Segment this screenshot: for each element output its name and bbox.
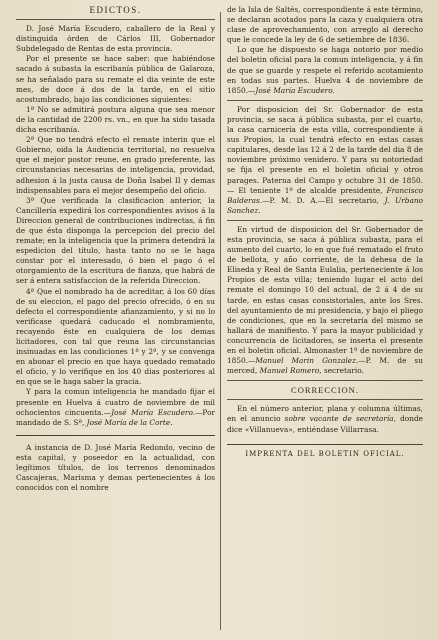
correccion-text-2: , donde dice «Villanueva», entiéndase Villarrasa. xyxy=(227,414,423,434)
edict-closing-text: Y para la comun inteligencia he mandado fijar el presente en Huelva á cuatro de noviembre de mil ochocientos cincuenta.— xyxy=(16,387,215,417)
condition-3: 3ª Que verificada la clasificacion anterior, la Cancillería expedirá los correspondientes avisos á la Direccion general de contribuciones indirectas, á fin de que ésta disponga la percepcion del precio del remate; en la inteligencia que la primera detendrá la espedicion del título, hasta tanto no se le haga constar por el interesado, ó bien el pago ó el otorgamiento de la escritura de fianza, que habrá de ser á entera satisfaccion de la referida Direccion. xyxy=(16,195,215,286)
condition-4: 4ª Que el nombrado ha de acreditar, á los 60 días de su eleccion, el pago del precio ofrecido, ó en su defecto el correspondiente afianzamiento, y si no lo verificase quedará caducado el nombramiento, recayendo éste en cualquiera de los demas licitadores, con tal que reuna las circunstancias insinuadas en las condiciones 1ª y 2ª, y se convenga en abonar el precio en que haya quedado rematado el oficio, y lo verifique en los 40 dias posteriores al en que se le haga saber la gracia. xyxy=(16,286,215,387)
section-rule xyxy=(227,100,423,101)
secretary-label: secretario. xyxy=(323,366,364,376)
signature-corte: José María de la Corte. xyxy=(86,417,173,427)
correccion-heading: CORRECCION. xyxy=(291,385,359,396)
paterna-notice xyxy=(227,105,423,216)
footer-rule xyxy=(227,444,423,445)
left-column xyxy=(16,0,215,640)
correccion-text-1: En el número anterior, plana y columna últimas, en el anuncio xyxy=(227,404,423,424)
correccion-emphasis: sobre vacante de secretaría xyxy=(284,414,394,424)
mandate-text: —Por mandado de S. Sª, xyxy=(16,407,215,427)
signature-romero: Manuel Romero, xyxy=(259,366,322,376)
heading-rule xyxy=(16,19,215,20)
signature-marin: Manuel Marin Gonzalez. xyxy=(255,356,359,366)
almonaster-notice-text: En virtud de disposicion del Sr. Gobernador de esta provincia, se saca á pública subasta, para el aumento del cuarto, lo en que fué rematado el fruto de bellota, y año corriente, de la dehesa de la Eliseda y Real de Santa Eulalia, perteneciente á los Propios de esta villa; teniendo lugar el acto del remate el domingo 10 del actual, de 2 á 4 de su tarde, en estas casas consistoriales, ante los Sres. del ayuntamiento de mi presidencia, y bajo el pliego de condiciones, que en la secretaría del mismo se hallará de manifiesto. Y para la mayor publicidad y concurrencia de licitadores, se inserta el presente en el boletin oficial. Almonaster 1º de noviembre de 1850.— xyxy=(227,224,423,366)
faded-watermark xyxy=(215,565,345,601)
condition-1: 1ª No se admitirá postura alguna que sea menor de la cantidad de 2200 rs. vn., en que ha sido tasada dicha escribanía. xyxy=(16,104,215,135)
saltes-notice: de la Isla de Saltés, correspondiente á este término, se declaran acotados para la caza y cualquiera otra clase de aprovechamiento, con arreglo al derecho que le concede la ley de 6 de setiembre de 1836. xyxy=(227,5,423,45)
signature-balderas: Francisco Balderas. xyxy=(227,185,423,205)
edict-closing xyxy=(16,387,215,427)
correccion-rule xyxy=(227,399,423,400)
saltes-closing xyxy=(227,45,423,95)
signature-sanchez: J. Urbano Sanchez. xyxy=(227,195,423,215)
almonaster-notice xyxy=(227,225,423,376)
edict-intro: D. José María Escudero, caballero de la Real y distinguida órden de Cárlos III, Gobernador Subdelegado de Rentas de esta provincia. xyxy=(16,24,215,54)
edictos-heading: EDICTOS. xyxy=(89,5,142,15)
almonaster-mandate: —P. M. de su merced, xyxy=(227,356,423,376)
imprenta-footer: IMPRENTA DEL BOLETIN OFICIAL. xyxy=(245,449,405,458)
section-rule xyxy=(227,380,423,381)
column-divider xyxy=(220,12,221,630)
condition-2: 2ª Que no tendrá efecto el remate interin que el Gobierno, oida la Audiencia territorial, no resuelva que el mejor postor reune, en grado preferente, las circunstancias necesarias de inteligencia, providad, adhesion á la justa causa de Doña Isabel II y demas indispensables para el mejor desempeño del oficio. xyxy=(16,135,215,195)
redondo-notice: A instancia de D. José María Redondo, vecino de esta capital, y poseedor en la actualidad, con legítimos títulos, de los terrenos denominados Cascajeras, Marisma y demas pertenecientes á los conocidos con el nombre xyxy=(16,442,215,493)
paterna-notice-text: Por disposicion del Sr. Gobernador de esta provincia, se saca á pública subasta, por el cuarto, la casa carnicería de esta villa, correspondiente á sus Propios, la cual tendrá efecto en estas casas capitulares, desde las 12 á 2 de la tarde del dia 8 de noviembre próximo venidero. Y para su notoriedad se fija el presente en el boletin oficial y otros parages. Paterna del Campo y octubre 31 de 1850.— El teniente 1º de alcalde presidente, xyxy=(227,104,423,195)
edict-paragraph: Por el presente se hace saber: que habiéndose sacado á subasta la escribanía pública de Galaroza, se ha señalado para su remate el dia veinte de este mes, de doce á dos de la tarde, en el sitio acostumbrado, bajo las condiciones siguientes: xyxy=(16,54,215,104)
correccion-text xyxy=(227,404,423,434)
signature-escudero: José María Escudero. xyxy=(111,407,196,417)
signature-escudero-2: José María Escudero. xyxy=(255,85,335,95)
section-rule xyxy=(16,435,215,436)
saltes-closing-text: Lo que he dispuesto se haga notorio por medio del boletin oficial para la comun inteligencia, y á fin de que se guarde y respete el referido acotamiento en todas sus partes. Huelva 4 de noviembre de 1850.— xyxy=(227,45,423,95)
paterna-mandate: —P. M. D. A.—El secretario, xyxy=(262,195,379,205)
right-column xyxy=(227,0,423,640)
section-rule xyxy=(227,220,423,221)
